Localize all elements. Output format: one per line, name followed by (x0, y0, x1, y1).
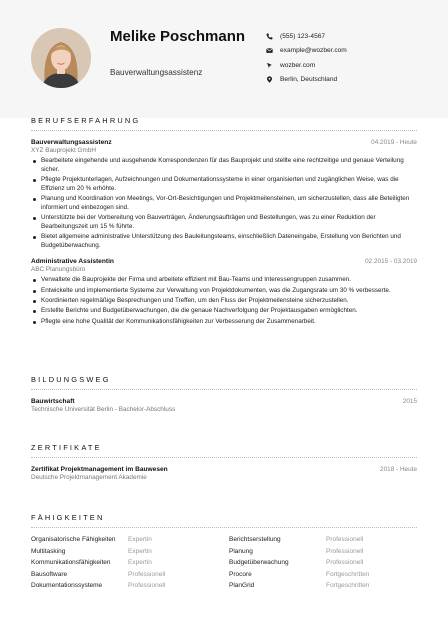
skill-level: Professionell (326, 559, 364, 567)
bullet-item: Verwaltete die Bauprojekte der Firma und arbeitete effizient mit Bau-Teams und Interessengruppen zusammen. (31, 276, 417, 285)
skill-name: Kommunikationsfähigkeiten (31, 559, 111, 567)
skill-level: Fortgeschritten (326, 582, 370, 590)
certificates-section (31, 443, 417, 489)
bullet-item: Bietet allgemeine administrative Unterstützung des Bauleitungsteams, einschließlich Dateneingabe, Erstellung von Berichten und Budgetüberwachung. (31, 233, 417, 250)
contact-location (266, 73, 347, 88)
phone-icon (266, 33, 280, 40)
education-institution: Technische Universität Berlin - Bachelor-Abschluss (31, 406, 176, 413)
skill-level: Fortgeschritten (326, 570, 370, 578)
education-field: Bauwirtschaft (31, 398, 75, 405)
skill-level: Expertin (128, 536, 152, 543)
job-bullets (31, 276, 417, 326)
contact-list (266, 29, 347, 87)
contact-location-text: Berlin, Deutschland (280, 76, 338, 84)
job-company: ABC Planungsbüro (31, 266, 86, 274)
bullet-item: Entwickelte und implementierte Systeme zur Verwaltung von Projektdokumenten, was die Zugangsrate um 30 % verbesserte. (31, 287, 417, 296)
job-title: Bauverwaltungsassistenz (110, 68, 203, 77)
skill-level: Professionell (326, 547, 364, 555)
certificate-entry (31, 466, 417, 481)
education-entry (31, 398, 417, 413)
skill-name: Bausoftware (31, 570, 68, 578)
profile-photo (31, 28, 91, 88)
experience-heading: BERUFSERFAHRUNG (31, 116, 417, 131)
skill-name: Berichtserstellung (229, 536, 281, 543)
job-date: 04.2019 - Heute (371, 139, 417, 146)
experience-entry (31, 258, 417, 326)
job-date: 02.2015 - 03.2019 (365, 258, 417, 266)
job-role: Administrative Assistentin (31, 258, 114, 266)
skill-name: Budgetüberwachung (229, 559, 289, 567)
bullet-item: Pflegte Projektunterlagen, Aufzeichnungen und Dokumentationssysteme in einer organisierten und zugänglichen Weise, was die Effizienz um 20 % erhöhte. (31, 176, 417, 193)
certificate-name: Zertifikat Projektmanagement im Bauwesen (31, 466, 168, 473)
skills-section (31, 513, 417, 589)
certificate-issuer: Deutsche Projektmanagement Akademie (31, 474, 147, 481)
candidate-name: Melike Poschmann (110, 28, 246, 45)
skill-name: PlanGrid (229, 582, 255, 590)
bullet-item: Unterstützte bei der Vorbereitung von Bauverträgen, Änderungsaufträgen und Bestellungen, was zu einer Reduktion der Bearbeitungszeit um 15 % führte. (31, 214, 417, 231)
job-bullets (31, 157, 417, 250)
contact-website (266, 58, 347, 73)
skill-name: Dokumentationssysteme (31, 582, 103, 590)
certificate-date: 2018 - Heute (380, 466, 417, 473)
email-icon (266, 47, 280, 54)
profile-photo-illustration (31, 28, 91, 88)
bullet-item: Erstellte Berichte und Budgetüberwachungen, die die genaue Nachverfolgung der Projektausgaben ermöglichten. (31, 307, 417, 316)
skill-name: Procore (229, 570, 252, 578)
location-pin-icon (266, 76, 280, 83)
contact-phone (266, 29, 347, 44)
bullet-item: Pflegte eine hohe Qualität der Kommunikationsfähigkeiten zur Verbesserung der Zusammenarbeit. (31, 318, 417, 327)
skill-level: Expertin (128, 559, 152, 567)
contact-email (266, 44, 347, 59)
skill-level: Professionell (326, 536, 364, 543)
bullet-item: Planung und Koordination von Meetings, Vor-Ort-Besichtigungen und Projektmeilensteinen, um sicherzustellen, dass alle Beteiligten informiert und einbezogen sind. (31, 195, 417, 212)
skills-grid (31, 536, 417, 589)
education-section (31, 375, 417, 421)
skill-level: Professionell (128, 570, 166, 578)
job-role: Bauverwaltungsassistenz (31, 139, 112, 146)
link-icon (266, 62, 280, 69)
bullet-item: Koordinierten regelmäßige Besprechungen und Treffen, um den Fluss der Projektmeilensteine sicherzustellen. (31, 297, 417, 306)
contact-website-text[interactable]: wozber.com (280, 61, 316, 69)
skill-level: Professionell (128, 582, 166, 590)
bullet-item: Bearbeitete eingehende und ausgehende Korrespondenzen für das Bauprojekt und stellte eine rechtzeitige und genaue Verteilung sicher. (31, 157, 417, 174)
skill-name: Organisatorische Fähigkeiten (31, 536, 116, 543)
education-heading: BILDUNGSWEG (31, 375, 417, 390)
resume-header (0, 0, 448, 118)
contact-email-text[interactable]: example@wozber.com (280, 47, 347, 55)
job-company: XYZ Bauprojekt GmbH (31, 147, 96, 154)
certificates-heading: ZERTIFIKATE (31, 443, 417, 458)
experience-entry (31, 139, 417, 250)
skill-name: Multitasking (31, 547, 66, 555)
skills-heading: FÄHIGKEITEN (31, 513, 417, 528)
experience-section (31, 116, 417, 334)
skill-level: Expertin (128, 547, 152, 555)
education-date: 2015 (402, 398, 417, 405)
contact-phone-text: (555) 123-4567 (280, 32, 326, 40)
skill-name: Planung (229, 547, 253, 555)
